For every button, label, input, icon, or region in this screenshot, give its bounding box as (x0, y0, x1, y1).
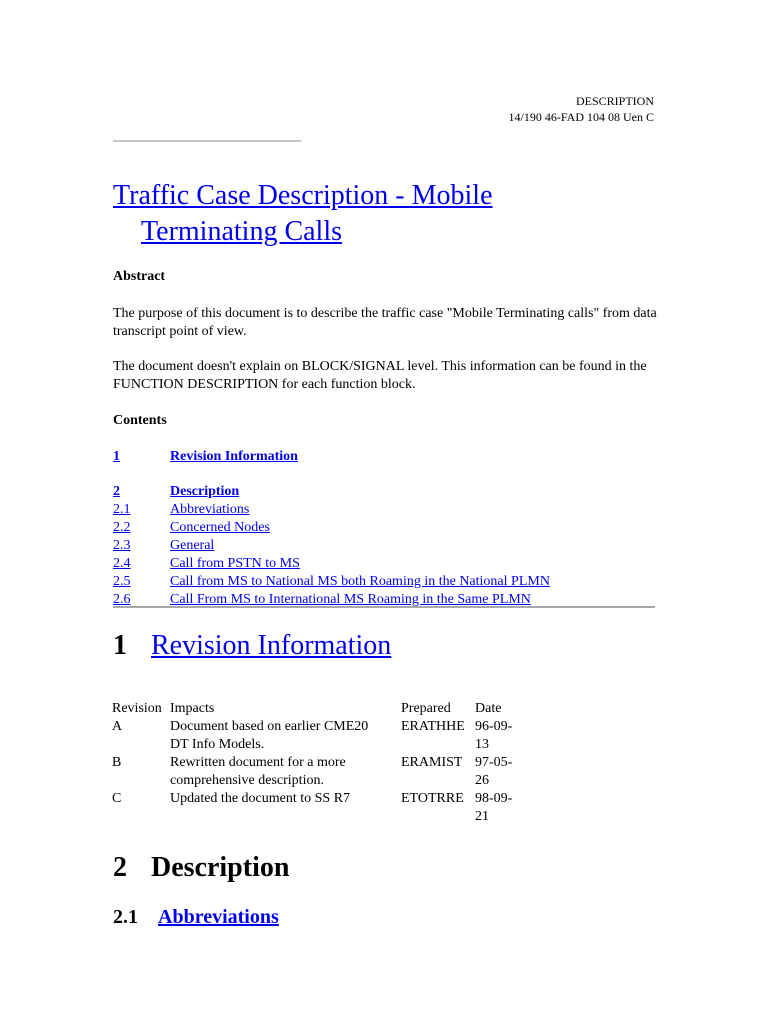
prepared-cell: ERATHHE (401, 719, 465, 734)
toc-item-2-3-label: General (170, 538, 215, 553)
toc-item-2-1-number: 2.1 (113, 502, 131, 517)
column-header: Date (475, 701, 502, 716)
toc-item-2-6-label: Call From MS to International MS Roaming in the Same PLMN (170, 592, 531, 607)
column-header: Impacts (170, 701, 215, 716)
abstract-heading: Abstract (113, 269, 166, 284)
impacts-cell: Document based on earlier CME20 DT Info Models. (170, 719, 369, 752)
impacts-cell: Rewritten document for a more comprehensive description. (170, 755, 346, 788)
column-header: Prepared (401, 701, 451, 716)
toc-item-2-3-number: 2.3 (113, 538, 131, 553)
toc-item-2-5-number: 2.5 (113, 574, 131, 589)
contents-heading: Contents (113, 413, 167, 428)
prepared-cell: ERAMIST (401, 755, 463, 770)
toc-item-2-5-label: Call from MS to National MS both Roaming in the National PLMN (170, 574, 550, 589)
section-1-title: Revision Information (151, 630, 392, 661)
toc-item-2-2-number: 2.2 (113, 520, 131, 535)
title-link-line1[interactable]: Traffic Case Description - Mobile (113, 180, 493, 211)
toc-item-2-2-label: Concerned Nodes (170, 520, 270, 535)
toc-item-2-6-number: 2.6 (113, 592, 131, 607)
prepared-cell: ETOTRRE (401, 791, 464, 806)
revision-cell: A (112, 719, 123, 734)
section-2-number: 2 (113, 852, 127, 883)
doc-type-label: DESCRIPTION (575, 94, 654, 108)
toc-item-2-4-label: Call from PSTN to MS (170, 556, 300, 571)
date-cell: 97-05- 26 (475, 755, 513, 788)
title-link-line2[interactable]: Terminating Calls (141, 216, 343, 247)
toc-item-2-4-number: 2.4 (113, 556, 131, 571)
header-divider (113, 140, 301, 142)
toc-item-2-1-label: Abbreviations (170, 502, 250, 517)
doc-number: 14/190 46-FAD 104 08 Uen C (508, 110, 654, 124)
section-1-number: 1 (113, 630, 127, 661)
contents-divider (113, 606, 655, 608)
revision-cell: B (112, 755, 122, 770)
table-row (112, 718, 523, 754)
table-row (112, 754, 523, 790)
table-header-row (112, 700, 523, 718)
toc-item-1-number: 1 (113, 449, 120, 464)
page-title (113, 178, 633, 250)
abstract-paragraph-2: The document doesn't explain on BLOCK/SIGNAL level. This information can be found in the FUNCTION DESCRIPTION for each function block. (113, 359, 647, 392)
section-2-1-number: 2.1 (113, 906, 138, 928)
revision-cell: C (112, 791, 122, 806)
toc-item-1-label: Revision Information (170, 449, 298, 464)
revision-table (112, 700, 523, 826)
section-2-title: Description (151, 852, 290, 883)
column-header: Revision (112, 701, 162, 716)
table-row (112, 790, 523, 826)
abstract-paragraph-1: The purpose of this document is to describe the traffic case "Mobile Terminating calls" from data transcript point of view. (113, 306, 657, 339)
section-2-1-title: Abbreviations (158, 906, 279, 928)
date-cell: 96-09- 13 (475, 719, 513, 752)
impacts-cell: Updated the document to SS R7 (170, 791, 351, 806)
date-cell: 98-09- 21 (475, 791, 513, 824)
toc-item-2-label: Description (170, 484, 240, 499)
toc-item-2-number: 2 (113, 484, 120, 499)
